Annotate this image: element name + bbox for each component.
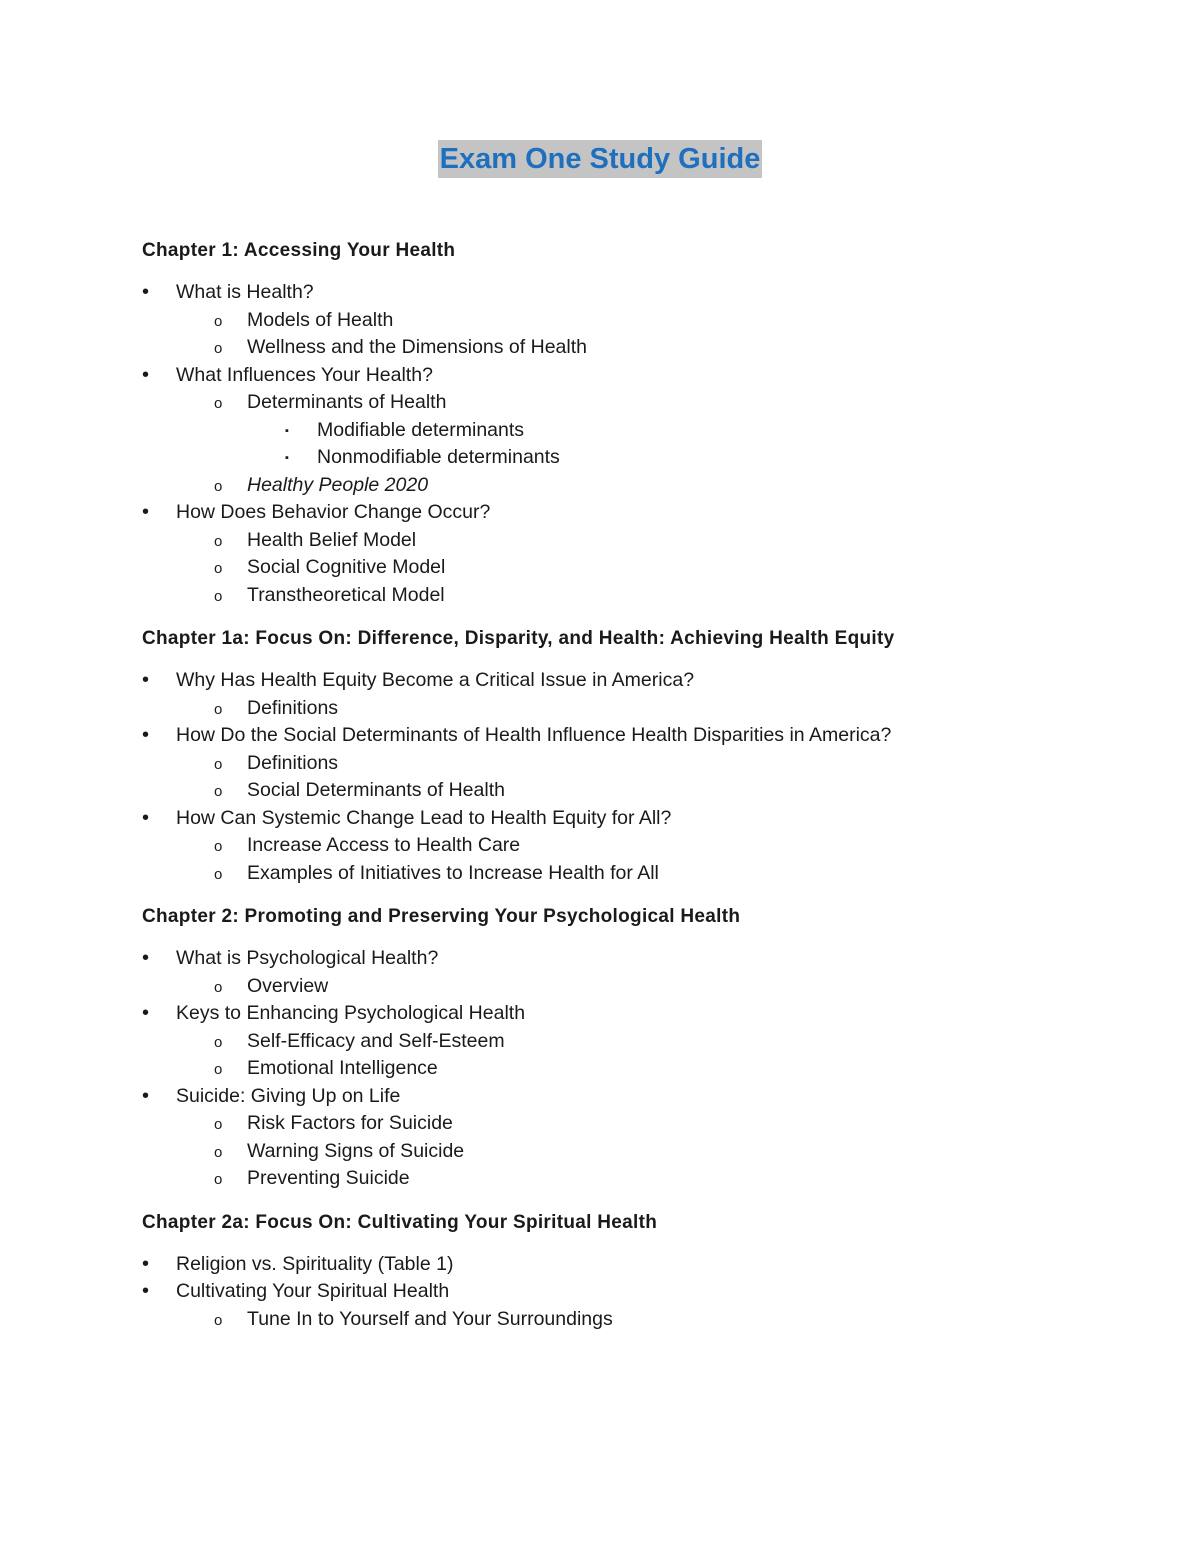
list-item: [142, 1278, 1102, 1333]
subtopic-label: Social Determinants of Health: [247, 779, 505, 801]
topic-label: Why Has Health Equity Become a Critical Issue in America?: [176, 669, 695, 691]
list-item: [142, 1165, 1102, 1193]
subtopic-list: [142, 750, 1102, 805]
list-item: [142, 860, 1102, 888]
list-item: [142, 527, 1102, 555]
list-item: [142, 1306, 1102, 1334]
subtopic-label: Self-Efficacy and Self-Esteem: [247, 1029, 505, 1052]
bullet-icon: •: [142, 669, 150, 691]
subtopic-list: [142, 389, 1102, 499]
page-title: Exam One Study Guide: [438, 140, 763, 178]
list-item: [142, 695, 1102, 723]
detail-label: Nonmodifiable determinants: [317, 446, 560, 468]
circle-bullet-icon: o: [214, 838, 223, 855]
bullet-icon: •: [142, 363, 150, 386]
subtopic-label: Emotional Intelligence: [247, 1057, 438, 1079]
subtopic-label: Increase Access to Health Care: [247, 834, 521, 856]
subtopic-label: Definitions: [247, 696, 339, 719]
bullet-icon: •: [142, 1252, 150, 1275]
circle-bullet-icon: o: [214, 1311, 223, 1329]
list-item: [142, 832, 1102, 860]
list-item: [142, 362, 1102, 500]
list-item: [142, 667, 1102, 722]
subtopic-label: Wellness and the Dimensions of Health: [247, 336, 587, 358]
list-item: [142, 1000, 1102, 1083]
list-item: [142, 389, 1102, 472]
list-item: [142, 334, 1102, 362]
subtopic-label: Determinants of Health: [247, 391, 447, 413]
circle-bullet-icon: o: [214, 1143, 223, 1161]
list-item: [142, 805, 1102, 888]
title-container: [0, 140, 1200, 178]
subtopic-label: Definitions: [247, 751, 339, 774]
circle-bullet-icon: o: [214, 755, 223, 773]
list-item: [142, 582, 1102, 610]
list-item: [142, 499, 1102, 609]
subtopic-label: Models of Health: [247, 308, 394, 331]
circle-bullet-icon: o: [214, 978, 223, 996]
circle-bullet-icon: o: [214, 587, 223, 605]
circle-bullet-icon: o: [214, 1061, 223, 1078]
list-item: [142, 444, 1102, 472]
detail-label: Modifiable determinants: [317, 418, 525, 441]
subtopic-list: [142, 973, 1102, 1001]
topic-label: Religion vs. Spirituality (Table 1): [176, 1252, 454, 1275]
circle-bullet-icon: o: [214, 477, 223, 495]
list-item: [142, 777, 1102, 805]
list-item: [142, 1251, 1102, 1279]
circle-bullet-icon: o: [214, 560, 223, 577]
list-item: [142, 1110, 1102, 1138]
list-item: [142, 279, 1102, 362]
circle-bullet-icon: o: [214, 1033, 223, 1051]
subtopic-label: Preventing Suicide: [247, 1167, 410, 1189]
circle-bullet-icon: o: [214, 783, 223, 800]
chapter-section: [142, 904, 1102, 1193]
circle-bullet-icon: o: [214, 340, 223, 357]
subtopic-label: Overview: [247, 974, 329, 997]
subtopic-label: Social Cognitive Model: [247, 556, 446, 578]
chapter-heading: Chapter 1a: Focus On: Difference, Disparity, and Health: Achieving Health Equity: [142, 628, 895, 649]
circle-bullet-icon: o: [214, 1116, 223, 1133]
topic-label: Keys to Enhancing Psychological Health: [176, 1002, 526, 1024]
list-item: [142, 722, 1102, 805]
subtopic-label: Warning Signs of Suicide: [247, 1139, 465, 1162]
study-guide-content: [142, 238, 1102, 1333]
list-item: [142, 750, 1102, 778]
square-bullet-icon: ▪: [285, 452, 289, 464]
subtopic-list: [142, 695, 1102, 723]
subtopic-list: [142, 1110, 1102, 1193]
chapter-heading: Chapter 1: Accessing Your Health: [142, 240, 456, 261]
topic-list: [142, 667, 1102, 887]
list-item: [142, 945, 1102, 1000]
topic-list: [142, 945, 1102, 1193]
chapter-heading: Chapter 2a: Focus On: Cultivating Your Spiritual Health: [142, 1211, 658, 1233]
circle-bullet-icon: o: [214, 395, 223, 412]
topic-list: [142, 279, 1102, 609]
topic-label: What is Health?: [176, 281, 314, 303]
bullet-icon: •: [142, 501, 150, 523]
circle-bullet-icon: o: [214, 312, 223, 330]
list-item: [142, 417, 1102, 445]
subtopic-list: [142, 527, 1102, 610]
list-item: [142, 1138, 1102, 1166]
list-item: [142, 1055, 1102, 1083]
topic-label: How Does Behavior Change Occur?: [176, 501, 491, 523]
bullet-icon: •: [142, 281, 150, 303]
topic-list: [142, 1251, 1102, 1334]
subtopic-list: [142, 832, 1102, 887]
chapter-section: [142, 238, 1102, 609]
topic-label: What is Psychological Health?: [176, 947, 439, 969]
subtopic-list: [142, 1306, 1102, 1334]
list-item: [142, 472, 1102, 500]
topic-label: Suicide: Giving Up on Life: [176, 1084, 401, 1107]
square-bullet-icon: ▪: [285, 424, 289, 437]
topic-label: What Influences Your Health?: [176, 363, 433, 386]
bullet-icon: •: [142, 947, 150, 969]
chapter-heading: Chapter 2: Promoting and Preserving Your Psychological Health: [142, 906, 741, 927]
subtopic-list: [142, 1028, 1102, 1083]
bullet-icon: •: [142, 806, 150, 829]
subtopic-label: Risk Factors for Suicide: [247, 1112, 453, 1134]
circle-bullet-icon: o: [214, 1171, 223, 1188]
bullet-icon: •: [142, 1002, 150, 1024]
circle-bullet-icon: o: [214, 532, 223, 550]
topic-label: Cultivating Your Spiritual Health: [176, 1280, 450, 1302]
detail-list: [142, 417, 1102, 472]
list-item: [142, 554, 1102, 582]
circle-bullet-icon: o: [214, 700, 223, 718]
list-item: [142, 1083, 1102, 1193]
topic-label: How Can Systemic Change Lead to Health Equity for All?: [176, 806, 672, 829]
list-item: [142, 1028, 1102, 1056]
list-item: [142, 973, 1102, 1001]
chapter-section: [142, 626, 1102, 887]
topic-label: How Do the Social Determinants of Health Influence Health Disparities in America?: [176, 724, 892, 746]
subtopic-label: Healthy People 2020: [247, 473, 429, 496]
list-item: [142, 307, 1102, 335]
bullet-icon: •: [142, 1280, 150, 1302]
circle-bullet-icon: o: [214, 865, 223, 883]
subtopic-label: Examples of Initiatives to Increase Health for All: [247, 861, 659, 884]
subtopic-label: Tune In to Yourself and Your Surroundings: [247, 1307, 613, 1330]
bullet-icon: •: [142, 1084, 150, 1107]
subtopic-list: [142, 307, 1102, 362]
subtopic-label: Transtheoretical Model: [247, 583, 445, 606]
subtopic-label: Health Belief Model: [247, 528, 417, 551]
chapter-section: [142, 1210, 1102, 1334]
bullet-icon: •: [142, 724, 150, 746]
